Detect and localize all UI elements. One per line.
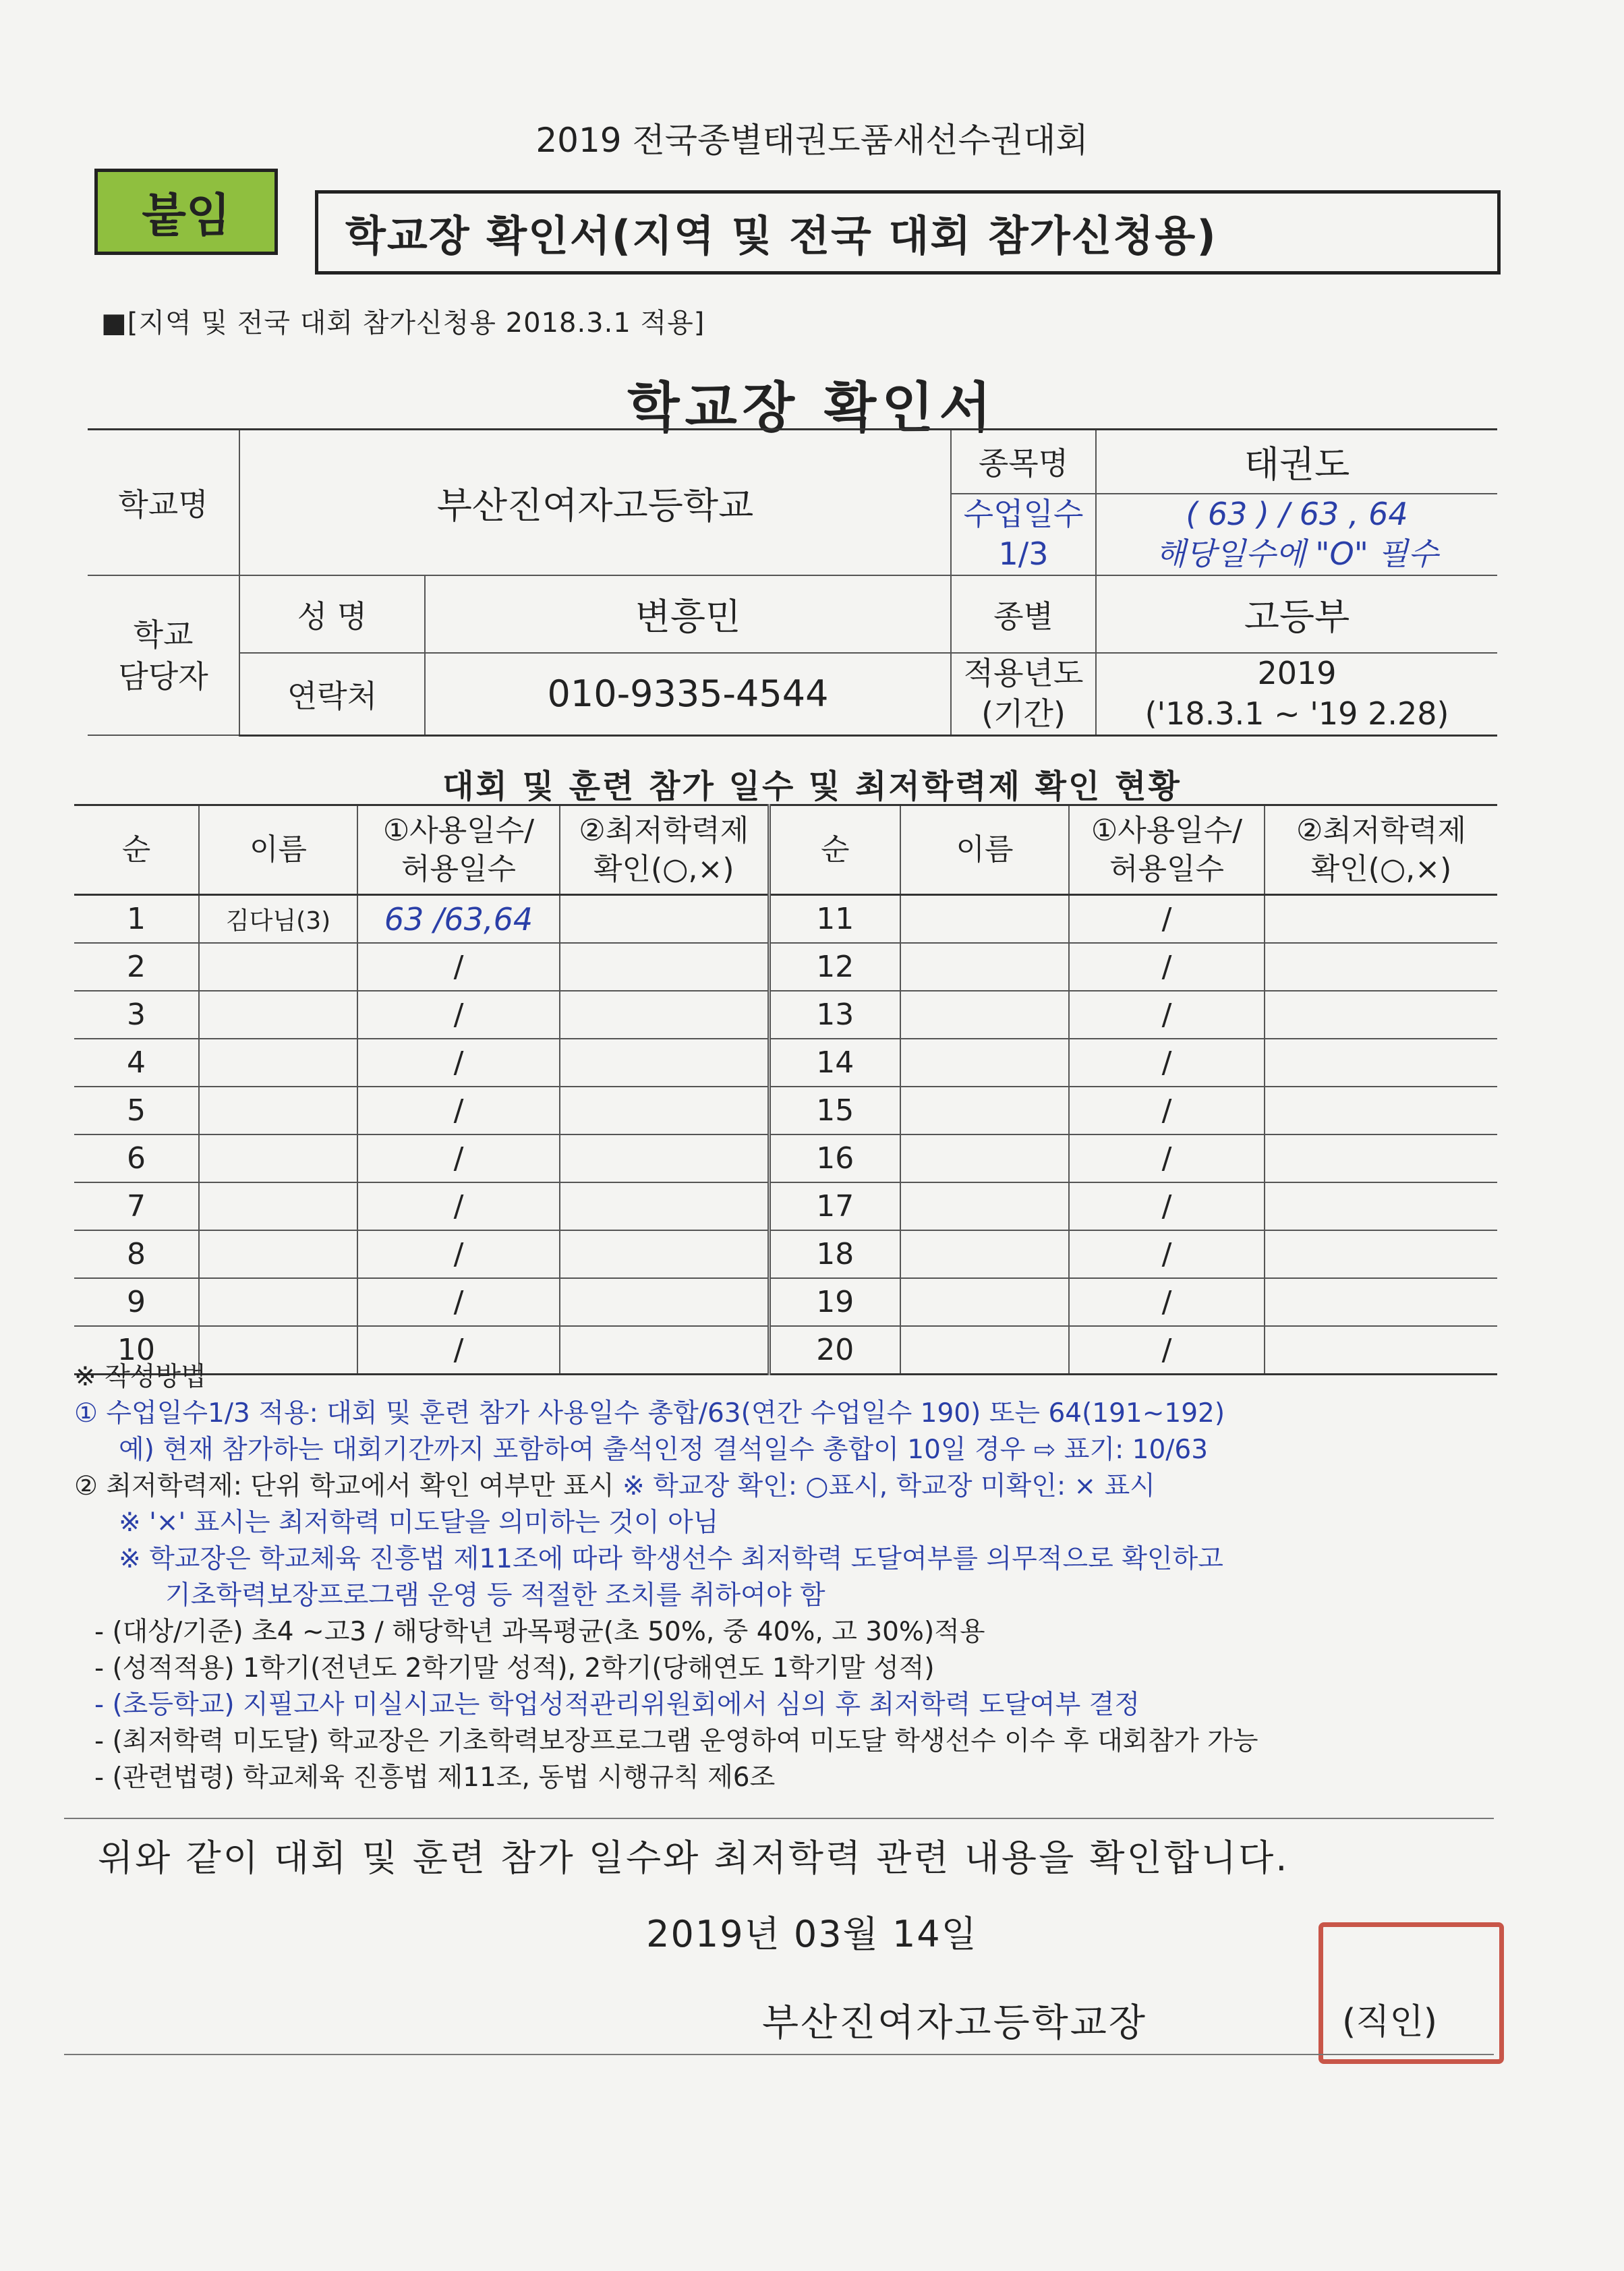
min-achievement (560, 1134, 769, 1182)
used-days: / (357, 1326, 560, 1375)
row-number-2: 16 (769, 1134, 900, 1182)
row-number-2: 17 (769, 1182, 900, 1230)
person-name: 변흥민 (425, 575, 951, 653)
min-achievement-2 (1265, 1278, 1497, 1326)
year-label: 적용년도 (963, 655, 1084, 692)
col-used: ①사용일수/ (382, 813, 535, 848)
year-value: 2019 (1257, 655, 1337, 692)
student-name (199, 1278, 357, 1326)
attachment-badge: 붙임 (94, 169, 278, 255)
table-row (74, 1087, 1497, 1134)
school-name: 부산진여자고등학교 (239, 430, 951, 576)
col-min-sub-2: 확인(○,×) (1310, 852, 1452, 886)
col-no: 순 (74, 805, 199, 895)
note-4-cont: 기초학력보장프로그램 운영 등 적절한 조치를 취하여야 함 (165, 1580, 825, 1611)
class-days-label: 수업일수 (963, 495, 1084, 532)
student-name-2 (900, 1182, 1069, 1230)
table-row (74, 1230, 1497, 1278)
student-name-2 (900, 1039, 1069, 1087)
min-achievement (560, 895, 769, 944)
table-row (74, 943, 1497, 991)
event-title: 2019 전국종별태권도품새선수권대회 (535, 121, 1089, 160)
table-row (74, 1134, 1497, 1182)
notes-section (74, 1359, 1497, 1796)
row-number-2: 20 (769, 1326, 900, 1375)
student-name: 김다님(3) (199, 895, 357, 944)
principal-name: 부산진여자고등학교장 (762, 2001, 1147, 2045)
col-min: ②최저학력제 (579, 813, 749, 848)
row-number: 7 (74, 1182, 199, 1230)
row-number-2: 15 (769, 1087, 900, 1134)
student-name (199, 1230, 357, 1278)
row-number-2: 12 (769, 943, 900, 991)
note-detail-2: - (성적적용) 1학기(전년도 2학기말 성적), 2학기(당해연도 1학기말 성적) (94, 1653, 935, 1684)
school-name-label: 학교명 (88, 430, 239, 576)
min-achievement (560, 1278, 769, 1326)
used-days: / (357, 1278, 560, 1326)
contact-person-label-2: 담당자 (118, 658, 208, 695)
row-number: 1 (74, 895, 199, 944)
seal-label: (직인) (1342, 2002, 1438, 2042)
min-achievement (560, 1182, 769, 1230)
table-row (74, 1182, 1497, 1230)
used-days-2: / (1069, 1278, 1265, 1326)
divider-top (64, 1818, 1494, 1819)
class-days-value: ( 63 ) / 63 , 64 (1186, 495, 1408, 532)
student-name-2 (900, 1134, 1069, 1182)
row-number: 9 (74, 1278, 199, 1326)
note-1-example: 예) 현재 참가하는 대회기간까지 포함하여 출석인정 결석일수 총합이 10일 경우 ⇨ 표기: 10/63 (119, 1435, 1209, 1465)
min-achievement-2 (1265, 943, 1497, 991)
used-days-2: / (1069, 1134, 1265, 1182)
min-achievement (560, 943, 769, 991)
min-achievement-2 (1265, 1230, 1497, 1278)
note-detail-1: - (대상/기준) 초4 ~고3 / 해당학년 과목평균(초 50%, 중 40%, 고 30%)적용 (94, 1617, 985, 1647)
col-used-sub: 허용일수 (401, 852, 516, 886)
row-number: 6 (74, 1134, 199, 1182)
used-days-2: / (1069, 1039, 1265, 1087)
used-days: 63 /63,64 (357, 895, 560, 944)
table-row (74, 1039, 1497, 1087)
phone-value: 010-9335-4544 (425, 653, 951, 735)
student-name-2 (900, 895, 1069, 944)
used-days-2: / (1069, 991, 1265, 1039)
student-name-2 (900, 1278, 1069, 1326)
sport-label: 종목명 (951, 430, 1096, 494)
table-row (74, 991, 1497, 1039)
row-number-2: 11 (769, 895, 900, 944)
student-name-2 (900, 943, 1069, 991)
row-number: 2 (74, 943, 199, 991)
min-achievement (560, 1230, 769, 1278)
used-days: / (357, 943, 560, 991)
col-name-2: 이름 (900, 805, 1069, 895)
used-days: / (357, 1087, 560, 1134)
row-number: 10 (74, 1326, 199, 1375)
min-achievement-2 (1265, 895, 1497, 944)
min-achievement (560, 1087, 769, 1134)
row-number: 8 (74, 1230, 199, 1278)
min-achievement (560, 1039, 769, 1087)
info-table (88, 428, 1497, 737)
period-value: ('18.3.1 ~ '19 2.28) (1144, 695, 1449, 732)
col-name: 이름 (199, 805, 357, 895)
divider-bottom (64, 2054, 1494, 2055)
note-1: ① 수업일수1/3 적용: 대회 및 훈련 참가 사용일수 총합/63(연간 수업일수 190) 또는 64(191~192) (74, 1398, 1225, 1429)
issue-date: 2019년 03월 14일 (646, 1913, 978, 1955)
phone-label: 연락처 (239, 653, 425, 735)
section-title: 대회 및 훈련 참가 일수 및 최저학력제 확인 현황 (442, 768, 1182, 805)
applies-note: ■[지역 및 전국 대회 참가신청용 2018.3.1 적용] (101, 308, 705, 339)
note-4: ※ 학교장은 학교체육 진흥법 제11조에 따라 학생선수 최저학력 도달여부를 의무적으로 확인하고 (119, 1544, 1223, 1574)
col-min-2: ②최저학력제 (1296, 813, 1466, 848)
min-achievement-2 (1265, 1087, 1497, 1134)
col-used-sub-2: 허용일수 (1109, 852, 1224, 886)
class-days-label-fraction: 1/3 (998, 536, 1049, 573)
note-2: ② 최저학력제: 단위 학교에서 확인 여부만 표시 (74, 1471, 614, 1501)
min-achievement-2 (1265, 1182, 1497, 1230)
student-name (199, 1039, 357, 1087)
row-number: 3 (74, 991, 199, 1039)
notes-heading: ※ 작성방법 (74, 1362, 206, 1392)
student-name-2 (900, 991, 1069, 1039)
sport-value: 태권도 (1096, 430, 1497, 494)
used-days: / (357, 1039, 560, 1087)
student-name-2 (900, 1087, 1069, 1134)
category-value: 고등부 (1096, 575, 1497, 653)
used-days: / (357, 991, 560, 1039)
student-name (199, 1087, 357, 1134)
student-name-2 (900, 1230, 1069, 1278)
student-name (199, 991, 357, 1039)
used-days: / (357, 1230, 560, 1278)
min-achievement-2 (1265, 1039, 1497, 1087)
note-detail-3: - (초등학교) 지필고사 미실시교는 학업성적관리위원회에서 심의 후 최저학력 도달여부 결정 (94, 1690, 1140, 1720)
class-days-note: 해당일수에 "O" 필수 (1155, 536, 1439, 573)
row-number: 4 (74, 1039, 199, 1087)
min-achievement (560, 991, 769, 1039)
table-header-row (74, 805, 1497, 895)
table-row (74, 1278, 1497, 1326)
col-min-sub: 확인(○,×) (593, 852, 734, 886)
note-detail-5: - (관련법령) 학교체육 진흥법 제11조, 동법 시행규칙 제6조 (94, 1762, 776, 1793)
used-days-2: / (1069, 1182, 1265, 1230)
row-number: 5 (74, 1087, 199, 1134)
year-label-period: (기간) (981, 695, 1066, 732)
used-days-2: / (1069, 895, 1265, 944)
student-name (199, 1182, 357, 1230)
contact-person-label: 학교 (133, 616, 194, 653)
used-days-2: / (1069, 1326, 1265, 1375)
table-row (74, 895, 1497, 944)
participation-table (74, 804, 1497, 1375)
confirmation-text: 위와 같이 대회 및 훈련 참가 일수와 최저학력 관련 내용을 확인합니다. (98, 1837, 1289, 1879)
used-days-2: / (1069, 943, 1265, 991)
student-name (199, 1134, 357, 1182)
note-2-marks: ※ 학교장 확인: ○표시, 학교장 미확인: × 표시 (622, 1471, 1155, 1501)
used-days: / (357, 1134, 560, 1182)
document-heading: 학교장 확인서(지역 및 전국 대회 참가신청용) (315, 190, 1501, 275)
note-detail-4: - (최저학력 미도달) 학교장은 기초학력보장프로그램 운영하여 미도달 학생선수 이수 후 대회참가 가능 (94, 1726, 1258, 1756)
note-3: ※ '×' 표시는 최저학력 미도달을 의미하는 것이 아님 (119, 1507, 719, 1538)
col-no-2: 순 (769, 805, 900, 895)
min-achievement-2 (1265, 991, 1497, 1039)
col-used-2: ①사용일수/ (1091, 813, 1243, 848)
used-days-2: / (1069, 1087, 1265, 1134)
used-days: / (357, 1182, 560, 1230)
person-name-label: 성 명 (239, 575, 425, 653)
row-number-2: 19 (769, 1278, 900, 1326)
min-achievement-2 (1265, 1134, 1497, 1182)
document-title: 학교장 확인서 (627, 376, 997, 439)
row-number-2: 18 (769, 1230, 900, 1278)
row-number-2: 13 (769, 991, 900, 1039)
category-label: 종별 (951, 575, 1096, 653)
row-number-2: 14 (769, 1039, 900, 1087)
student-name (199, 943, 357, 991)
used-days-2: / (1069, 1230, 1265, 1278)
